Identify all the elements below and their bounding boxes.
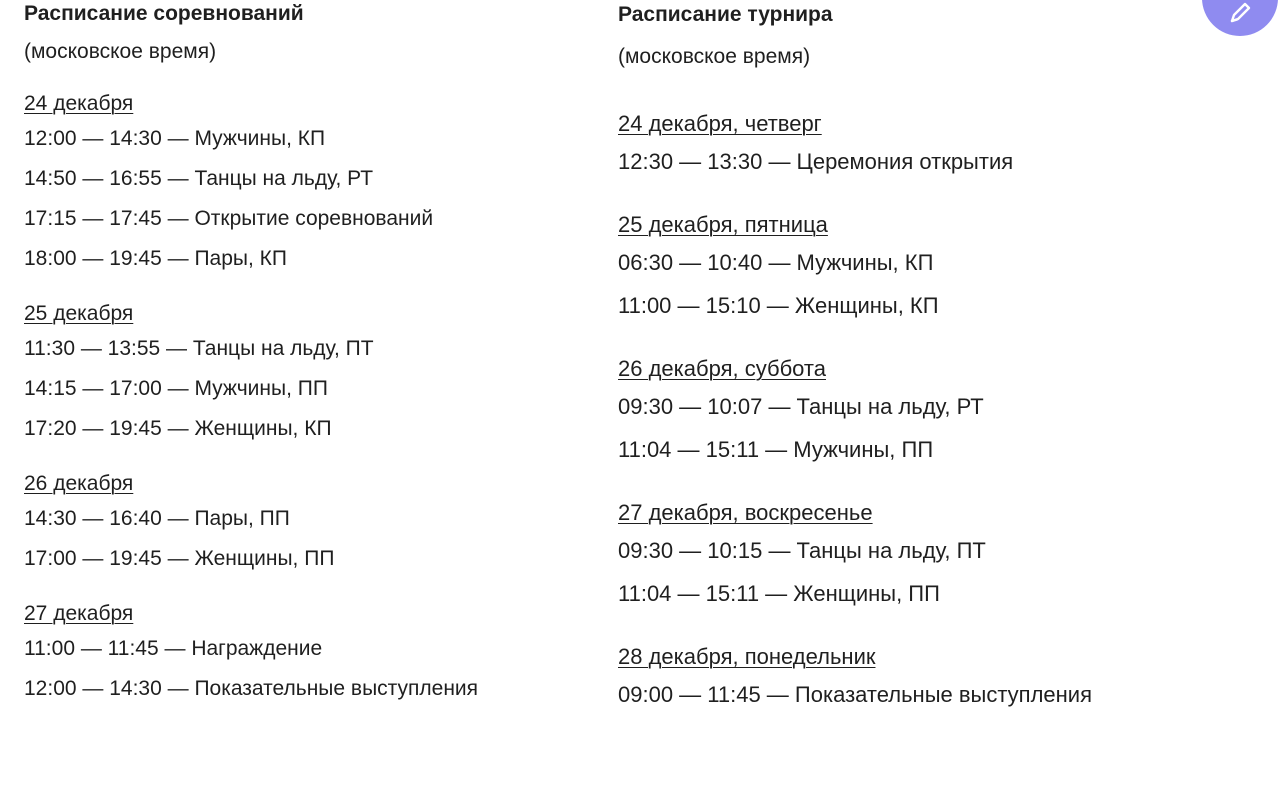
day-block <box>24 469 584 579</box>
event-item: 14:15 — 17:00 — Мужчины, ПП <box>24 377 328 400</box>
day-block <box>618 641 1218 716</box>
event-item: 17:00 — 19:45 — Женщины, ПП <box>24 547 335 570</box>
day-block <box>618 108 1218 183</box>
event-item: 14:30 — 16:40 — Пары, ПП <box>24 507 290 530</box>
schedule-title: Расписание соревнований <box>24 2 304 25</box>
event-item: 14:50 — 16:55 — Танцы на льду, РТ <box>24 167 374 190</box>
event-item: 09:00 — 11:45 — Показательные выступления <box>618 682 1093 707</box>
event-item: 17:20 — 19:45 — Женщины, КП <box>24 417 332 440</box>
day-block <box>24 89 584 279</box>
day-block <box>618 209 1218 327</box>
day-block <box>24 299 584 449</box>
day-title: 27 декабря, воскресенье <box>618 500 873 525</box>
schedule-subtitle: (московское время) <box>618 45 811 68</box>
day-title: 25 декабря <box>24 302 134 325</box>
event-list <box>618 140 1218 183</box>
event-item: 12:00 — 14:30 — Мужчины, КП <box>24 127 326 150</box>
event-list <box>24 119 584 279</box>
tournament-schedule <box>618 0 1218 716</box>
event-list <box>24 629 584 709</box>
schedule-title: Расписание турнира <box>618 3 833 26</box>
event-list <box>618 385 1218 471</box>
event-list <box>618 241 1218 327</box>
day-title: 26 декабря, суббота <box>618 356 826 381</box>
event-item: 11:00 — 11:45 — Награждение <box>24 637 323 660</box>
event-item: 12:00 — 14:30 — Показательные выступления <box>24 677 479 700</box>
event-list <box>618 529 1218 615</box>
event-item: 06:30 — 10:40 — Мужчины, КП <box>618 250 934 275</box>
event-item: 09:30 — 10:07 — Танцы на льду, РТ <box>618 394 984 419</box>
event-item: 11:00 — 15:10 — Женщины, КП <box>618 293 939 318</box>
day-title: 25 декабря, пятница <box>618 212 828 237</box>
day-title: 28 декабря, понедельник <box>618 644 876 669</box>
schedule-subtitle: (московское время) <box>24 40 217 63</box>
event-list <box>24 329 584 449</box>
day-title: 27 декабря <box>24 602 134 625</box>
competition-schedule <box>24 0 584 709</box>
day-title: 24 декабря, четверг <box>618 111 822 136</box>
event-item: 12:30 — 13:30 — Церемония открытия <box>618 149 1014 174</box>
day-title: 24 декабря <box>24 92 134 115</box>
event-item: 09:30 — 10:15 — Танцы на льду, ПТ <box>618 538 986 563</box>
schedule-days <box>24 89 584 709</box>
event-list <box>24 499 584 579</box>
event-item: 17:15 — 17:45 — Открытие соревнований <box>24 207 434 230</box>
pencil-icon <box>1227 0 1253 26</box>
event-item: 11:30 — 13:55 — Танцы на льду, ПТ <box>24 337 374 360</box>
event-item: 11:04 — 15:11 — Женщины, ПП <box>618 581 940 606</box>
schedule-days <box>618 108 1218 716</box>
day-block <box>618 497 1218 615</box>
day-title: 26 декабря <box>24 472 134 495</box>
day-block <box>24 599 584 709</box>
event-item: 11:04 — 15:11 — Мужчины, ПП <box>618 437 934 462</box>
event-item: 18:00 — 19:45 — Пары, КП <box>24 247 287 270</box>
day-block <box>618 353 1218 471</box>
event-list <box>618 673 1218 716</box>
